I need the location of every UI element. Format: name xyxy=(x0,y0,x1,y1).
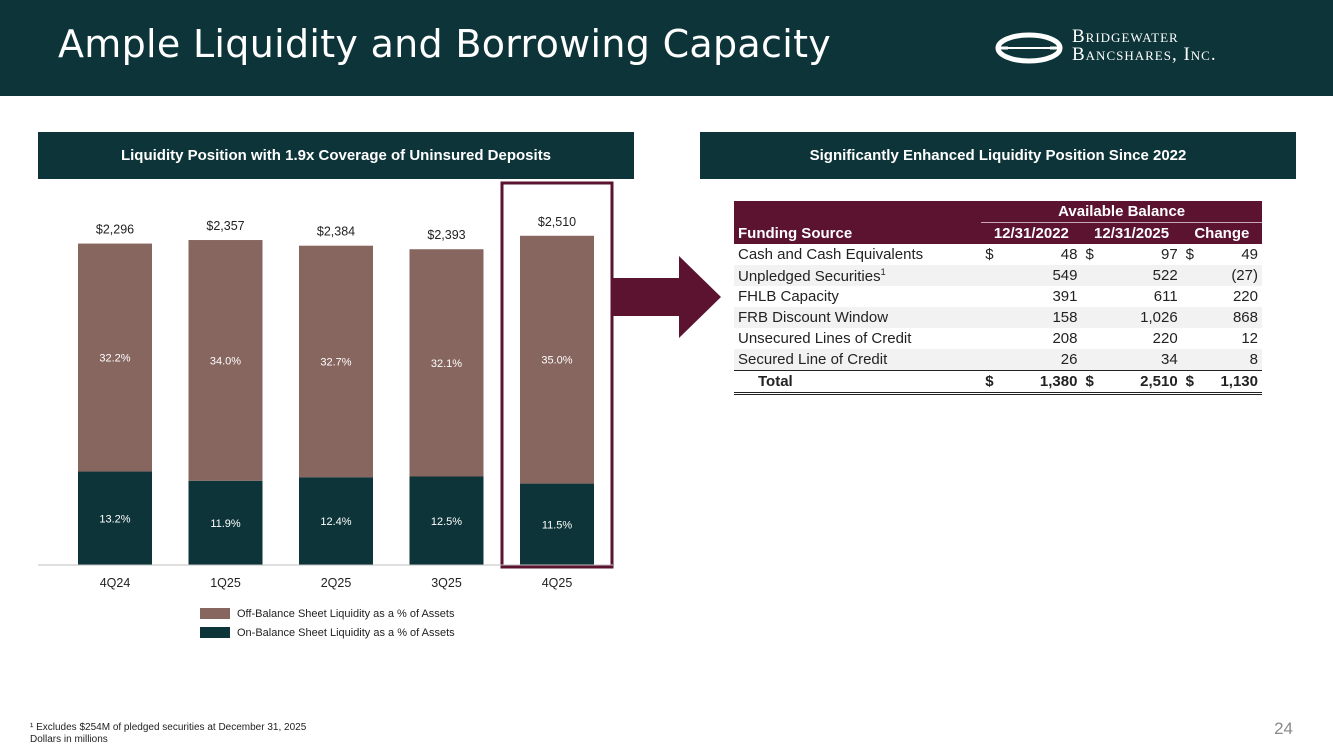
footnote xyxy=(30,722,306,746)
total-currency-2025: $ xyxy=(1081,371,1103,394)
total-value-change: 1,130 xyxy=(1204,371,1262,394)
row-label-text: FHLB Capacity xyxy=(738,288,839,305)
total-label: $2,393 xyxy=(427,228,466,243)
row-value-2025 xyxy=(1103,307,1181,328)
row-label-text: Unsecured Lines of Credit xyxy=(738,330,912,347)
row-value-2022 xyxy=(1003,286,1081,307)
row-value-2022-text: 208 xyxy=(1052,330,1078,347)
data-label-on-balance: 11.5% xyxy=(541,519,573,532)
row-currency-2022 xyxy=(981,265,1003,286)
table-row xyxy=(734,307,1262,328)
row-value-change xyxy=(1204,328,1262,349)
row-currency-2025 xyxy=(1081,349,1103,371)
row-label-text: Secured Line of Credit xyxy=(738,351,888,368)
row-label-text: Cash and Cash Equivalents xyxy=(738,246,924,263)
data-label-off-balance: 32.1% xyxy=(430,357,463,370)
legend-swatch-on-balance xyxy=(200,627,230,638)
row-value-2025-text: 611 xyxy=(1153,288,1178,305)
footnote-marker: 1 xyxy=(880,266,886,277)
table-group-header-row xyxy=(734,201,1262,223)
data-label-on-balance: 12.4% xyxy=(320,516,352,529)
row-value-change xyxy=(1204,244,1262,265)
x-tick-label: 4Q24 xyxy=(99,576,131,590)
total-currency-change: $ xyxy=(1182,371,1204,394)
data-label-on-balance: 13.2% xyxy=(99,513,131,526)
header-bar xyxy=(0,0,1333,96)
row-value-2022 xyxy=(1003,328,1081,349)
row-label-text: Unpledged Securities xyxy=(738,267,881,285)
logo-text-line2: Bancshares, Inc. xyxy=(1072,44,1217,65)
bridge-logo-icon xyxy=(994,28,1064,68)
row-currency-2025-text: $ xyxy=(1085,246,1094,263)
row-value-change-text: 220 xyxy=(1232,288,1258,305)
row-value-change xyxy=(1204,349,1262,371)
legend-item-on-balance xyxy=(200,623,455,642)
row-value-2022 xyxy=(1003,265,1081,286)
row-value-2022 xyxy=(1003,307,1081,328)
row-value-2025 xyxy=(1103,265,1181,286)
row-currency-2022 xyxy=(981,307,1003,328)
row-value-2022 xyxy=(1003,349,1081,371)
table-header-spacer xyxy=(734,201,981,223)
total-value-2022: 1,380 xyxy=(1003,371,1081,394)
x-tick-label: 2Q25 xyxy=(320,576,352,590)
funding-source-table xyxy=(734,201,1262,395)
row-value-2022-text: 158 xyxy=(1052,309,1078,326)
data-label-on-balance: 11.9% xyxy=(210,517,241,530)
total-label: $2,384 xyxy=(316,224,356,239)
company-logo xyxy=(994,26,1294,70)
legend-item-off-balance xyxy=(200,604,455,623)
row-label-text: FRB Discount Window xyxy=(738,309,889,326)
row-label xyxy=(734,307,981,328)
row-value-change xyxy=(1204,286,1262,307)
logo-text-line1: Bridgewater xyxy=(1072,26,1179,47)
right-section-header: Significantly Enhanced Liquidity Position Since 2022 xyxy=(700,132,1296,179)
total-label: $2,357 xyxy=(206,219,245,234)
row-value-2025 xyxy=(1103,244,1181,265)
row-currency-2022 xyxy=(981,328,1003,349)
data-label-off-balance: 34.0% xyxy=(209,355,242,368)
row-currency-2022 xyxy=(981,349,1003,371)
row-value-change-text: 868 xyxy=(1232,309,1258,326)
table-row xyxy=(734,286,1262,307)
row-value-2022-text: 26 xyxy=(1060,351,1078,368)
row-currency-2022 xyxy=(981,244,1003,265)
table-row xyxy=(734,349,1262,371)
col-header-2025: 12/31/2025 xyxy=(1081,223,1181,245)
row-currency-2022-text: $ xyxy=(985,246,994,263)
row-value-2022-text: 549 xyxy=(1052,267,1078,284)
row-value-2022-text: 391 xyxy=(1052,288,1078,305)
row-currency-change xyxy=(1182,328,1204,349)
data-label-off-balance: 35.0% xyxy=(541,354,573,367)
row-value-2022-text: 48 xyxy=(1060,246,1078,263)
table-row xyxy=(734,265,1262,286)
row-label xyxy=(734,265,981,286)
table-row xyxy=(734,328,1262,349)
page-number: 24 xyxy=(1274,719,1293,738)
page-title: Ample Liquidity and Borrowing Capacity xyxy=(58,22,832,66)
row-value-2025-text: 34 xyxy=(1160,351,1178,368)
row-value-change xyxy=(1204,307,1262,328)
total-currency-2022: $ xyxy=(981,371,1003,394)
row-value-2025-text: 97 xyxy=(1160,246,1178,263)
row-currency-change xyxy=(1182,307,1204,328)
row-value-change-text: (27) xyxy=(1231,267,1258,284)
row-label xyxy=(734,349,981,371)
row-currency-2025 xyxy=(1081,265,1103,286)
data-label-off-balance: 32.2% xyxy=(99,352,131,365)
row-value-2025-text: 220 xyxy=(1152,330,1178,347)
total-label: $2,510 xyxy=(537,214,577,229)
x-tick-label: 4Q25 xyxy=(541,576,573,590)
row-currency-2022 xyxy=(981,286,1003,307)
data-label-off-balance: 32.7% xyxy=(320,356,352,369)
col-header-2022: 12/31/2022 xyxy=(981,223,1081,245)
liquidity-stacked-bar-chart xyxy=(38,180,628,600)
legend-swatch-off-balance xyxy=(200,608,230,619)
table-row xyxy=(734,244,1262,265)
row-value-2025-text: 522 xyxy=(1152,267,1178,284)
row-currency-change xyxy=(1182,265,1204,286)
legend-label-on-balance: On-Balance Sheet Liquidity as a % of Assets xyxy=(237,626,455,639)
row-value-change-text: 49 xyxy=(1241,246,1258,263)
data-label-on-balance: 12.5% xyxy=(430,515,463,528)
row-value-change-text: 12 xyxy=(1241,330,1258,347)
col-header-funding-source: Funding Source xyxy=(734,223,981,245)
available-balance-header: Available Balance xyxy=(981,201,1262,223)
x-tick-label: 3Q25 xyxy=(431,576,462,590)
row-currency-2025 xyxy=(1081,286,1103,307)
x-tick-label: 1Q25 xyxy=(210,576,241,590)
table-total-row xyxy=(734,371,1262,394)
row-value-2025 xyxy=(1103,349,1181,371)
col-header-change: Change xyxy=(1182,223,1262,245)
row-label xyxy=(734,244,981,265)
legend-label-off-balance: Off-Balance Sheet Liquidity as a % of Assets xyxy=(237,607,455,620)
table-body xyxy=(734,244,1262,371)
right-arrow-icon xyxy=(611,256,723,338)
row-currency-change xyxy=(1182,244,1204,265)
row-label xyxy=(734,286,981,307)
total-label: $2,296 xyxy=(95,222,135,237)
row-currency-2025 xyxy=(1081,307,1103,328)
row-currency-change xyxy=(1182,286,1204,307)
footnote-line2: Dollars in millions xyxy=(30,734,108,745)
left-section-header: Liquidity Position with 1.9x Coverage of Uninsured Deposits xyxy=(38,132,634,179)
row-value-change-text: 8 xyxy=(1249,351,1258,368)
table-column-header-row xyxy=(734,223,1262,245)
row-value-2022 xyxy=(1003,244,1081,265)
row-value-2025-text: 1,026 xyxy=(1140,309,1178,326)
total-value-2025: 2,510 xyxy=(1103,371,1181,394)
row-label xyxy=(734,328,981,349)
row-currency-change-text: $ xyxy=(1185,246,1195,263)
row-currency-2025 xyxy=(1081,328,1103,349)
row-value-change xyxy=(1204,265,1262,286)
footnote-line1: ¹ Excludes $254M of pledged securities at December 31, 2025 xyxy=(30,722,307,733)
row-currency-2025 xyxy=(1081,244,1103,265)
total-label: Total xyxy=(734,371,981,394)
row-value-2025 xyxy=(1103,286,1181,307)
row-value-2025 xyxy=(1103,328,1181,349)
chart-legend xyxy=(200,604,455,642)
row-currency-change xyxy=(1182,349,1204,371)
